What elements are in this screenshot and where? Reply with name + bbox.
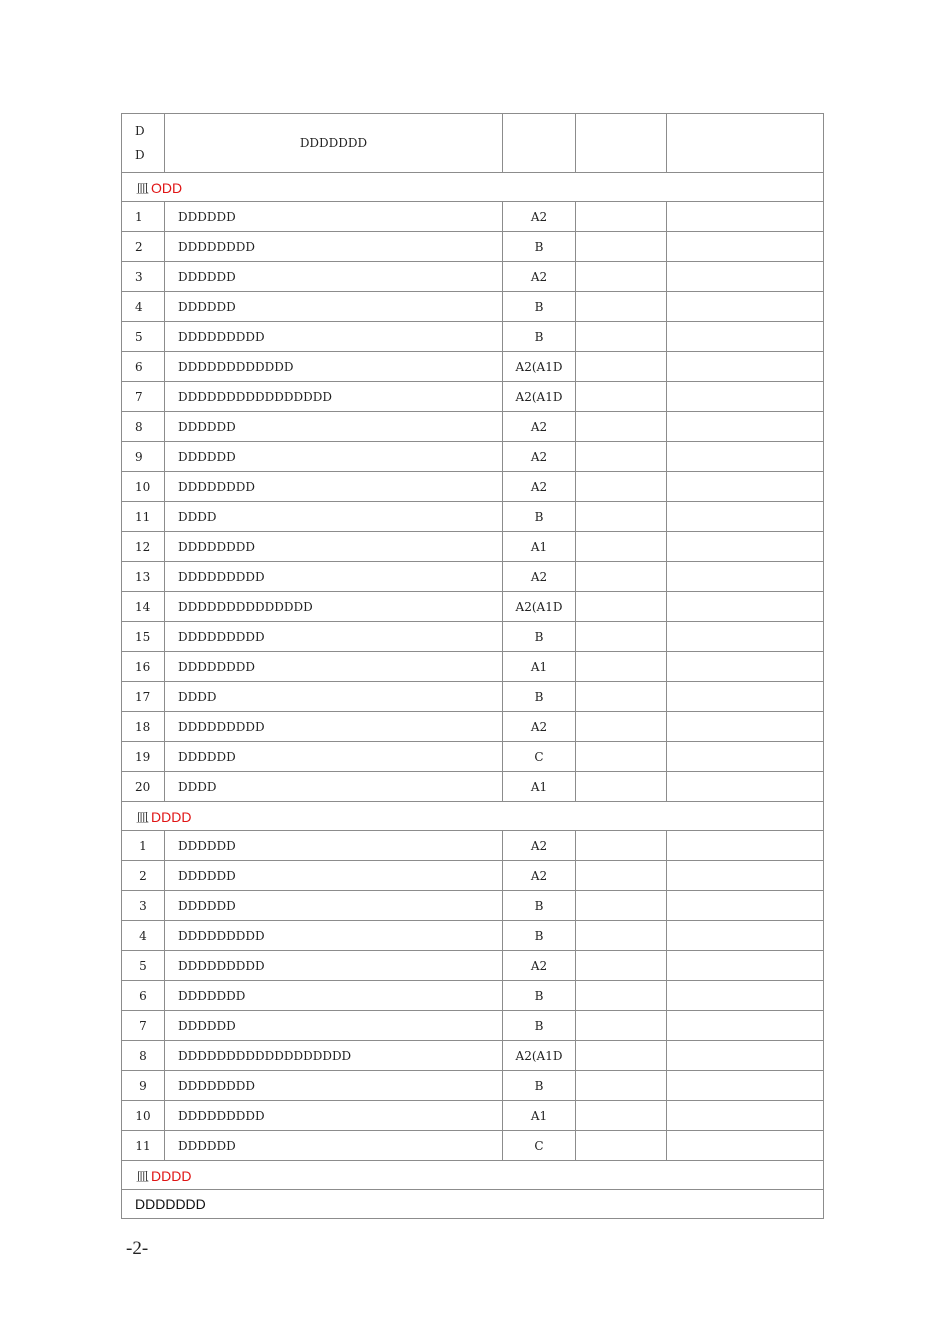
row-level: A2	[503, 831, 576, 861]
row-extra-1	[576, 921, 667, 951]
row-extra-1	[576, 262, 667, 292]
section-header-cell	[122, 173, 824, 202]
row-extra-2	[667, 951, 824, 981]
row-extra-2	[667, 921, 824, 951]
row-level: B	[503, 682, 576, 712]
row-level: A2	[503, 712, 576, 742]
row-name: DDDDDD	[165, 742, 503, 772]
row-number: 5	[122, 322, 165, 352]
row-name: DDDDDD	[165, 442, 503, 472]
table-row	[122, 1041, 824, 1071]
row-name: DDDDDD	[165, 292, 503, 322]
table-row	[122, 1011, 824, 1041]
row-number: 9	[122, 1071, 165, 1101]
row-level: B	[503, 322, 576, 352]
row-name: DDDDDDDD	[165, 1071, 503, 1101]
row-number: 12	[122, 532, 165, 562]
row-level: B	[503, 891, 576, 921]
row-number: 4	[122, 921, 165, 951]
table-row	[122, 592, 824, 622]
row-extra-2	[667, 352, 824, 382]
row-name: DDDDDDDDD	[165, 622, 503, 652]
table-row	[122, 921, 824, 951]
row-extra-1	[576, 891, 667, 921]
row-name: DDDDDDD	[165, 981, 503, 1011]
row-level: B	[503, 981, 576, 1011]
row-extra-1	[576, 1041, 667, 1071]
header-title-cell: DDDDDDD	[165, 114, 503, 173]
row-extra-2	[667, 322, 824, 352]
row-name: DDDDDDDD	[165, 232, 503, 262]
table-row	[122, 532, 824, 562]
row-number: 15	[122, 622, 165, 652]
row-level: A2	[503, 861, 576, 891]
row-name: DDDDDDDDD	[165, 712, 503, 742]
row-number: 3	[122, 262, 165, 292]
row-number: 10	[122, 472, 165, 502]
row-extra-2	[667, 262, 824, 292]
row-number: 7	[122, 1011, 165, 1041]
row-extra-1	[576, 442, 667, 472]
row-extra-1	[576, 1101, 667, 1131]
row-extra-2	[667, 682, 824, 712]
row-name: DDDDDDDDD	[165, 1101, 503, 1131]
table-row	[122, 442, 824, 472]
row-extra-2	[667, 891, 824, 921]
row-level: B	[503, 622, 576, 652]
row-name: DDDD	[165, 502, 503, 532]
row-level: A1	[503, 1101, 576, 1131]
row-extra-1	[576, 682, 667, 712]
row-extra-1	[576, 712, 667, 742]
row-name: DDDDDD	[165, 202, 503, 232]
row-extra-1	[576, 202, 667, 232]
table-row	[122, 1071, 824, 1101]
row-name: DDDD	[165, 682, 503, 712]
row-extra-1	[576, 742, 667, 772]
table-row	[122, 322, 824, 352]
row-level: A2(A1D	[503, 352, 576, 382]
row-level: A2(A1D	[503, 1041, 576, 1071]
row-extra-1	[576, 772, 667, 802]
row-extra-1	[576, 951, 667, 981]
row-extra-2	[667, 772, 824, 802]
section-glyph: 皿	[136, 181, 150, 197]
row-extra-2	[667, 442, 824, 472]
row-number: 2	[122, 232, 165, 262]
row-name: DDDDDDDDD	[165, 562, 503, 592]
row-level: A2(A1D	[503, 592, 576, 622]
row-name: DDDDDD	[165, 891, 503, 921]
row-number: 6	[122, 352, 165, 382]
table-row	[122, 622, 824, 652]
table-row	[122, 861, 824, 891]
section-header-row	[122, 802, 824, 831]
row-extra-2	[667, 1101, 824, 1131]
row-extra-2	[667, 232, 824, 262]
row-number: 17	[122, 682, 165, 712]
row-name: DDDDDD	[165, 262, 503, 292]
row-level: B	[503, 1071, 576, 1101]
row-extra-1	[576, 472, 667, 502]
row-number: 1	[122, 831, 165, 861]
row-number: 7	[122, 382, 165, 412]
row-extra-2	[667, 202, 824, 232]
row-name: DDDDDDDD	[165, 652, 503, 682]
row-number: 8	[122, 1041, 165, 1071]
table-row	[122, 981, 824, 1011]
row-name: DDDDDDDDDDDDDDDDDD	[165, 1041, 503, 1071]
row-level: A2	[503, 262, 576, 292]
page-number: -2-	[126, 1238, 149, 1259]
row-extra-1	[576, 292, 667, 322]
table-header-row	[122, 114, 824, 173]
row-extra-1	[576, 1071, 667, 1101]
row-extra-2	[667, 861, 824, 891]
header-col5-cell	[667, 114, 824, 173]
section-header-cell	[122, 1161, 824, 1190]
table-row	[122, 652, 824, 682]
section-label: DDDD	[151, 808, 192, 825]
row-level: B	[503, 292, 576, 322]
row-level: B	[503, 1011, 576, 1041]
row-name: DDDDDDDDDDDDDD	[165, 592, 503, 622]
section-header-cell	[122, 802, 824, 831]
row-extra-2	[667, 1011, 824, 1041]
row-extra-1	[576, 831, 667, 861]
row-number: 1	[122, 202, 165, 232]
row-name: DDDDDD	[165, 831, 503, 861]
row-number: 10	[122, 1101, 165, 1131]
row-name: DDDDDDDDDDDD	[165, 352, 503, 382]
header-number-line1: D	[135, 124, 145, 138]
row-extra-1	[576, 1011, 667, 1041]
row-extra-2	[667, 412, 824, 442]
table-row	[122, 562, 824, 592]
row-name: DDDDDD	[165, 412, 503, 442]
row-level: A2	[503, 562, 576, 592]
row-level: A1	[503, 652, 576, 682]
row-name: DDDDDD	[165, 1011, 503, 1041]
row-extra-2	[667, 1131, 824, 1161]
table-row	[122, 232, 824, 262]
table-row	[122, 262, 824, 292]
grading-table	[121, 113, 824, 1219]
row-extra-1	[576, 382, 667, 412]
row-number: 20	[122, 772, 165, 802]
row-level: A2(A1D	[503, 382, 576, 412]
row-number: 6	[122, 981, 165, 1011]
row-name: DDDDDDDD	[165, 532, 503, 562]
row-extra-2	[667, 1041, 824, 1071]
row-level: A2	[503, 202, 576, 232]
row-extra-2	[667, 592, 824, 622]
header-number-line2: D	[135, 148, 145, 162]
table-row	[122, 1131, 824, 1161]
row-extra-1	[576, 981, 667, 1011]
row-extra-2	[667, 562, 824, 592]
table-row	[122, 352, 824, 382]
table-row	[122, 772, 824, 802]
section-label: DDDD	[151, 1167, 192, 1184]
row-extra-1	[576, 412, 667, 442]
table-row	[122, 472, 824, 502]
section-header-row	[122, 173, 824, 202]
row-extra-1	[576, 532, 667, 562]
row-number: 11	[122, 502, 165, 532]
table-row	[122, 1101, 824, 1131]
row-number: 14	[122, 592, 165, 622]
footer-text: DDDDDDD	[122, 1190, 824, 1219]
table-row	[122, 891, 824, 921]
section-glyph: 皿	[136, 1169, 150, 1185]
row-name: DDDDDDDDD	[165, 921, 503, 951]
row-level: A1	[503, 772, 576, 802]
row-level: A1	[503, 532, 576, 562]
row-extra-1	[576, 592, 667, 622]
table-row	[122, 742, 824, 772]
row-extra-1	[576, 352, 667, 382]
row-extra-2	[667, 502, 824, 532]
row-extra-1	[576, 322, 667, 352]
table-row	[122, 712, 824, 742]
row-extra-2	[667, 532, 824, 562]
table-row	[122, 682, 824, 712]
row-extra-1	[576, 562, 667, 592]
row-level: A2	[503, 951, 576, 981]
row-level: C	[503, 742, 576, 772]
row-level: B	[503, 921, 576, 951]
row-extra-1	[576, 502, 667, 532]
header-number-cell	[122, 114, 165, 173]
row-extra-1	[576, 232, 667, 262]
row-name: DDDD	[165, 772, 503, 802]
row-number: 5	[122, 951, 165, 981]
row-level: C	[503, 1131, 576, 1161]
row-extra-1	[576, 1131, 667, 1161]
row-extra-2	[667, 472, 824, 502]
row-name: DDDDDDDDD	[165, 951, 503, 981]
row-name: DDDDDDDD	[165, 472, 503, 502]
row-extra-2	[667, 981, 824, 1011]
row-extra-2	[667, 831, 824, 861]
section-label: ODD	[151, 179, 183, 196]
footer-row	[122, 1190, 824, 1219]
section-glyph: 皿	[136, 810, 150, 826]
table-body	[122, 114, 824, 1219]
row-number: 19	[122, 742, 165, 772]
row-name: DDDDDD	[165, 1131, 503, 1161]
row-extra-1	[576, 652, 667, 682]
row-name: DDDDDDDDD	[165, 322, 503, 352]
table-row	[122, 831, 824, 861]
row-extra-2	[667, 622, 824, 652]
row-number: 9	[122, 442, 165, 472]
header-col3-cell	[503, 114, 576, 173]
table-row	[122, 202, 824, 232]
row-name: DDDDDDDDDDDDDDDD	[165, 382, 503, 412]
table-row	[122, 502, 824, 532]
section-header-row	[122, 1161, 824, 1190]
row-number: 13	[122, 562, 165, 592]
row-number: 11	[122, 1131, 165, 1161]
table-row	[122, 412, 824, 442]
row-extra-1	[576, 861, 667, 891]
row-level: A2	[503, 472, 576, 502]
header-col4-cell	[576, 114, 667, 173]
row-level: A2	[503, 442, 576, 472]
row-extra-1	[576, 622, 667, 652]
row-number: 16	[122, 652, 165, 682]
row-extra-2	[667, 1071, 824, 1101]
table-row	[122, 951, 824, 981]
row-number: 4	[122, 292, 165, 322]
row-name: DDDDDD	[165, 861, 503, 891]
table-row	[122, 382, 824, 412]
row-number: 3	[122, 891, 165, 921]
row-extra-2	[667, 292, 824, 322]
row-extra-2	[667, 652, 824, 682]
row-extra-2	[667, 742, 824, 772]
row-level: A2	[503, 412, 576, 442]
row-level: B	[503, 502, 576, 532]
row-number: 8	[122, 412, 165, 442]
row-extra-2	[667, 712, 824, 742]
table-row	[122, 292, 824, 322]
row-extra-2	[667, 382, 824, 412]
row-number: 18	[122, 712, 165, 742]
row-level: B	[503, 232, 576, 262]
row-number: 2	[122, 861, 165, 891]
